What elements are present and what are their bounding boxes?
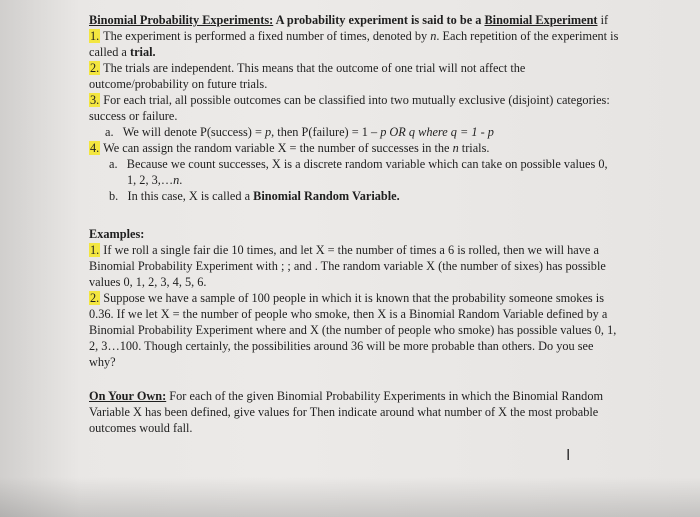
condition-text: The experiment is performed a fixed number of times, denoted by xyxy=(100,29,431,43)
page-shadow-bottom xyxy=(0,477,700,517)
example-text: Suppose we have a sample of 100 people in which it is known that the probability someone smokes is 0.36. If we let X = the number of people who smoke, then X is a Binomial Random Variable defined by a Binomial Probability Experiment where and X (the number of people who smoke) has possible values 0, 1, 2, 3…100. Though certainly, the possibilities around 36 will be more probable than others. Do you see why? xyxy=(89,291,617,369)
example-text: If we roll a single fair die 10 times, and let X = the number of times a 6 is rolled, then we will have a Binomial Probability Experiment with ; ; and . The random variable X (the number of sixes) has possible values 0, 1, 2, 3, 4, 5, 6. xyxy=(89,243,606,289)
sub-q: q where q = 1 - p xyxy=(408,125,494,139)
sub-text: In this case, X is called a xyxy=(127,189,254,203)
spacer xyxy=(89,370,619,388)
condition-text: The trials are independent. This means that the outcome of one trial will not affect the outcome/probability on future trials. xyxy=(89,61,526,91)
spacer xyxy=(89,204,619,226)
sub-end: . xyxy=(179,173,183,187)
examples-title: Examples: xyxy=(89,227,145,241)
sub-var-p: p xyxy=(264,125,272,139)
own-text: For each of the given Binomial Probability Experiments in which the Binomial Random Variable X has been defined, give values for Then indicate around what number of X the most probable outcomes would fall. xyxy=(89,389,604,435)
condition-var: n xyxy=(452,141,459,155)
condition-4 xyxy=(89,140,619,156)
sub-label: b. xyxy=(109,189,119,203)
condition-number: 1. xyxy=(90,29,100,43)
on-your-own xyxy=(89,388,619,436)
page-shadow-left xyxy=(0,0,80,517)
condition-after: . Each repetition of the experiment is called a xyxy=(89,29,619,59)
condition-3-sub-a xyxy=(105,124,619,140)
sub-bold: Binomial Random Variable. xyxy=(253,189,400,203)
sub-label: a. xyxy=(105,125,114,139)
condition-number: 2. xyxy=(90,61,100,75)
sub-var-p2: p xyxy=(380,125,387,139)
sub-mid: , then P(failure) = 1 – xyxy=(271,125,381,139)
heading-title: Binomial Probability Experiments: xyxy=(89,13,274,27)
sub-var: n xyxy=(173,173,180,187)
condition-3 xyxy=(89,92,619,124)
heading-tail: if xyxy=(597,13,609,27)
sub-or: OR xyxy=(386,125,409,139)
heading-intro: A probability experiment is said to be a xyxy=(273,13,485,27)
condition-text: We can assign the random variable X = the number of successes in the xyxy=(100,141,453,155)
condition-text: For each trial, all possible outcomes can be classified into two mutually exclusive (disjoint) categories: success or failure. xyxy=(89,93,610,123)
example-number: 2. xyxy=(90,291,100,305)
condition-4-sub-b xyxy=(89,188,619,204)
sub-text: Because we count successes, X is a discrete random variable which can take on possible values 0, 1, 2, 3,… xyxy=(126,157,608,187)
condition-1 xyxy=(89,28,619,60)
condition-2 xyxy=(89,60,619,92)
condition-number: 3. xyxy=(90,93,100,107)
heading-paragraph xyxy=(89,12,619,28)
condition-bold: trial. xyxy=(129,45,156,59)
condition-4-sub-a xyxy=(89,156,619,188)
condition-number: 4. xyxy=(90,141,100,155)
sub-text: We will denote P(success) = xyxy=(122,125,265,139)
sub-label: a. xyxy=(109,157,118,171)
example-number: 1. xyxy=(90,243,100,257)
example-2 xyxy=(89,290,619,370)
document-body xyxy=(89,12,619,436)
condition-after: trials. xyxy=(458,141,490,155)
text-cursor-icon: I xyxy=(566,446,571,464)
example-1 xyxy=(89,242,619,290)
condition-var: n xyxy=(430,29,437,43)
heading-term: Binomial Experiment xyxy=(484,13,598,27)
own-title: On Your Own: xyxy=(89,389,167,403)
